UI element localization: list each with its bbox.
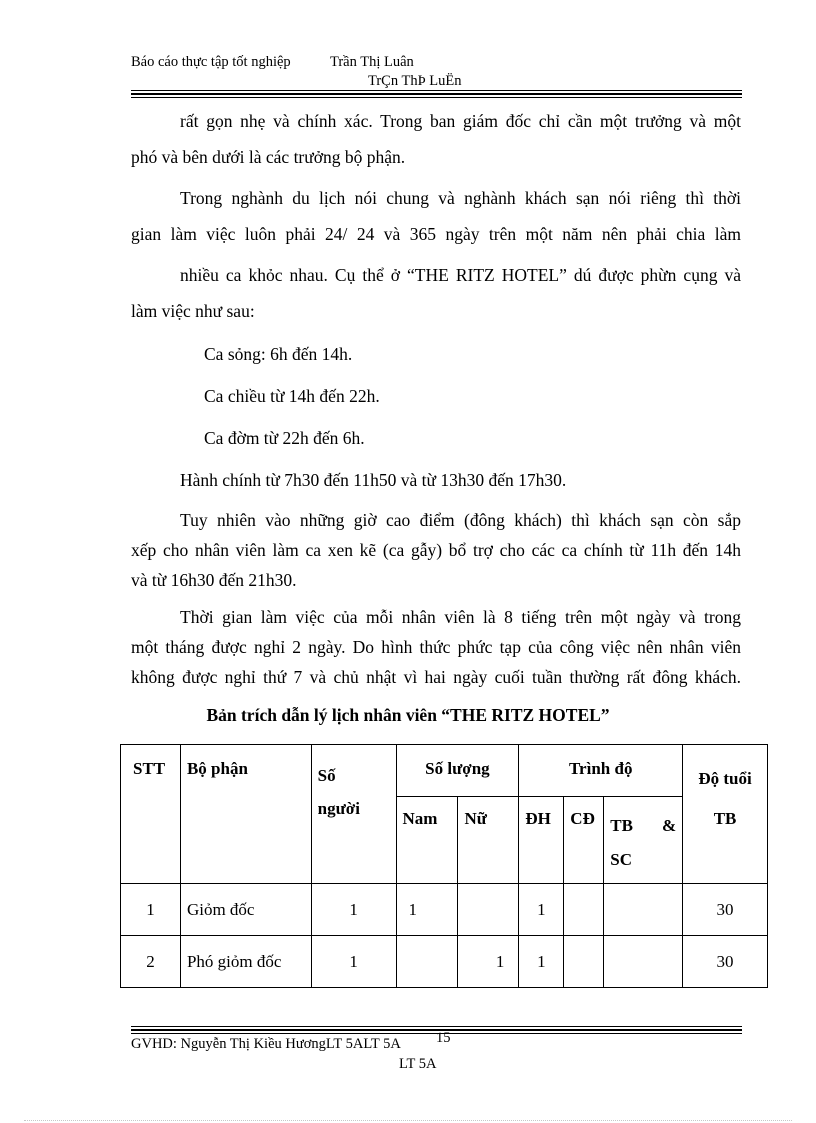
shift-morning: Ca sỏng: 6h đến 14h. [204, 344, 353, 364]
cell-dh: 1 [519, 884, 564, 936]
paragraph-2-line-4: làm việc như sau: [131, 301, 255, 321]
paragraph-3-line-1: Tuy nhiên vào những giờ cao điểm (đông khách) thì khách sạn còn sắp [180, 510, 741, 530]
cell-bo-phan: Giỏm đốc [180, 884, 311, 936]
cell-nu [458, 884, 519, 936]
paragraph-4-line-2: một tháng được nghỉ 2 ngày. Do hình thức phức tạp của công việc nên nhân viên [131, 637, 741, 657]
header-nu [458, 797, 519, 884]
header-author-garbled: TrÇn ThÞ LuËn [368, 73, 462, 89]
cell-stt: 1 [121, 884, 181, 936]
header-so-nguoi-label-2: người [317, 799, 360, 818]
header-do-tuoi-label-2: TB [713, 809, 737, 828]
header-stt-label: STT [133, 759, 166, 778]
shift-night: Ca đờm từ 22h đến 6h. [204, 428, 365, 448]
paragraph-3-line-2: xếp cho nhân viên làm ca xen kẽ (ca gẫy) bổ trợ cho các ca chính từ 11h đến 14h [131, 540, 741, 560]
cell-so-nguoi: 1 [311, 884, 396, 936]
header-sc-label: SC [610, 850, 633, 869]
paragraph-3-line-3: và từ 16h30 đến 21h30. [131, 570, 297, 590]
footer-class: LT 5A [399, 1056, 437, 1072]
cell-cd [564, 884, 604, 936]
paragraph-2-line-3: nhiều ca khỏc nhau. Cụ thể ở “THE RITZ HOTEL” dú được phừn cụng và [180, 265, 741, 285]
header-so-nguoi-label-1: Số [317, 766, 336, 785]
header-tb-amp: & [661, 816, 677, 835]
header-so-luong-label: Số lượng [425, 759, 490, 778]
table-row [121, 936, 768, 988]
cell-do-tuoi: 30 [683, 884, 768, 936]
header-so-nguoi [311, 745, 396, 884]
cell-do-tuoi: 30 [683, 936, 768, 988]
cell-nam: 1 [396, 884, 458, 936]
shift-afternoon: Ca chiều từ 14h đến 22h. [204, 386, 380, 406]
page-bottom-border [24, 1120, 792, 1121]
cell-tb-sc [604, 884, 683, 936]
header-bo-phan [180, 745, 311, 884]
cell-nam [396, 936, 458, 988]
cell-cd [564, 936, 604, 988]
paragraph-4-line-1: Thời gian làm việc của mỗi nhân viên là 8 tiếng trên một ngày và trong [180, 607, 741, 627]
header-tb-label: TB [610, 816, 633, 835]
header-bo-phan-label: Bộ phận [186, 759, 248, 778]
paragraph-1-line-2: phó và bên dưới là các trưởng bộ phận. [131, 147, 406, 167]
header-nam-label: Nam [402, 809, 438, 828]
paragraph-2-line-2: gian làm việc luôn phải 24/ 24 và 365 ngày trên một năm nên phải chia làm [131, 224, 741, 244]
cell-nu: 1 [458, 936, 519, 988]
cell-dh: 1 [519, 936, 564, 988]
header-rule [131, 90, 742, 98]
paragraph-2-line-1: Trong nghành du lịch nói chung và nghành khách sạn nói riêng thì thời [180, 188, 741, 208]
header-so-luong [396, 745, 519, 797]
header-cd [564, 797, 604, 884]
header-dh-label: ĐH [525, 809, 551, 828]
header-nu-label: Nữ [464, 809, 487, 828]
header-do-tuoi [683, 745, 768, 884]
header-tb-sc [604, 797, 683, 884]
header-trinh-do [519, 745, 683, 797]
staff-table [120, 744, 768, 988]
cell-stt: 2 [121, 936, 181, 988]
paragraph-1-line-1: rất gọn nhẹ và chính xác. Trong ban giám đốc chỉ cần một trưởng và một [180, 111, 741, 131]
admin-hours: Hành chính từ 7h30 đến 11h50 và từ 13h30 đến 17h30. [180, 470, 567, 490]
header-nam [396, 797, 458, 884]
footer-advisor: GVHD: Nguyễn Thị Kiều HươngLT 5ALT 5A [131, 1036, 401, 1052]
cell-bo-phan: Phó giỏm đốc [180, 936, 311, 988]
header-stt [121, 745, 181, 884]
cell-tb-sc [604, 936, 683, 988]
paragraph-4-line-3: không được nghỉ thứ 7 và chủ nhật vì hai ngày cuối tuần thường rất đông khách. [131, 667, 741, 687]
header-author: Trần Thị Luân [330, 54, 414, 70]
header-cd-label: CĐ [570, 809, 595, 828]
table-header-row-1 [121, 745, 768, 797]
header-trinh-do-label: Trình độ [568, 759, 633, 778]
header-do-tuoi-label-1: Độ tuổi [698, 769, 752, 788]
table-row [121, 884, 768, 936]
cell-so-nguoi: 1 [311, 936, 396, 988]
page-number: 15 [436, 1030, 451, 1046]
table-caption: Bản trích dẫn lý lịch nhân viên “THE RITZ HOTEL” [206, 705, 610, 725]
header-dh [519, 797, 564, 884]
header-report-title: Báo cáo thực tập tốt nghiệp [131, 54, 291, 70]
